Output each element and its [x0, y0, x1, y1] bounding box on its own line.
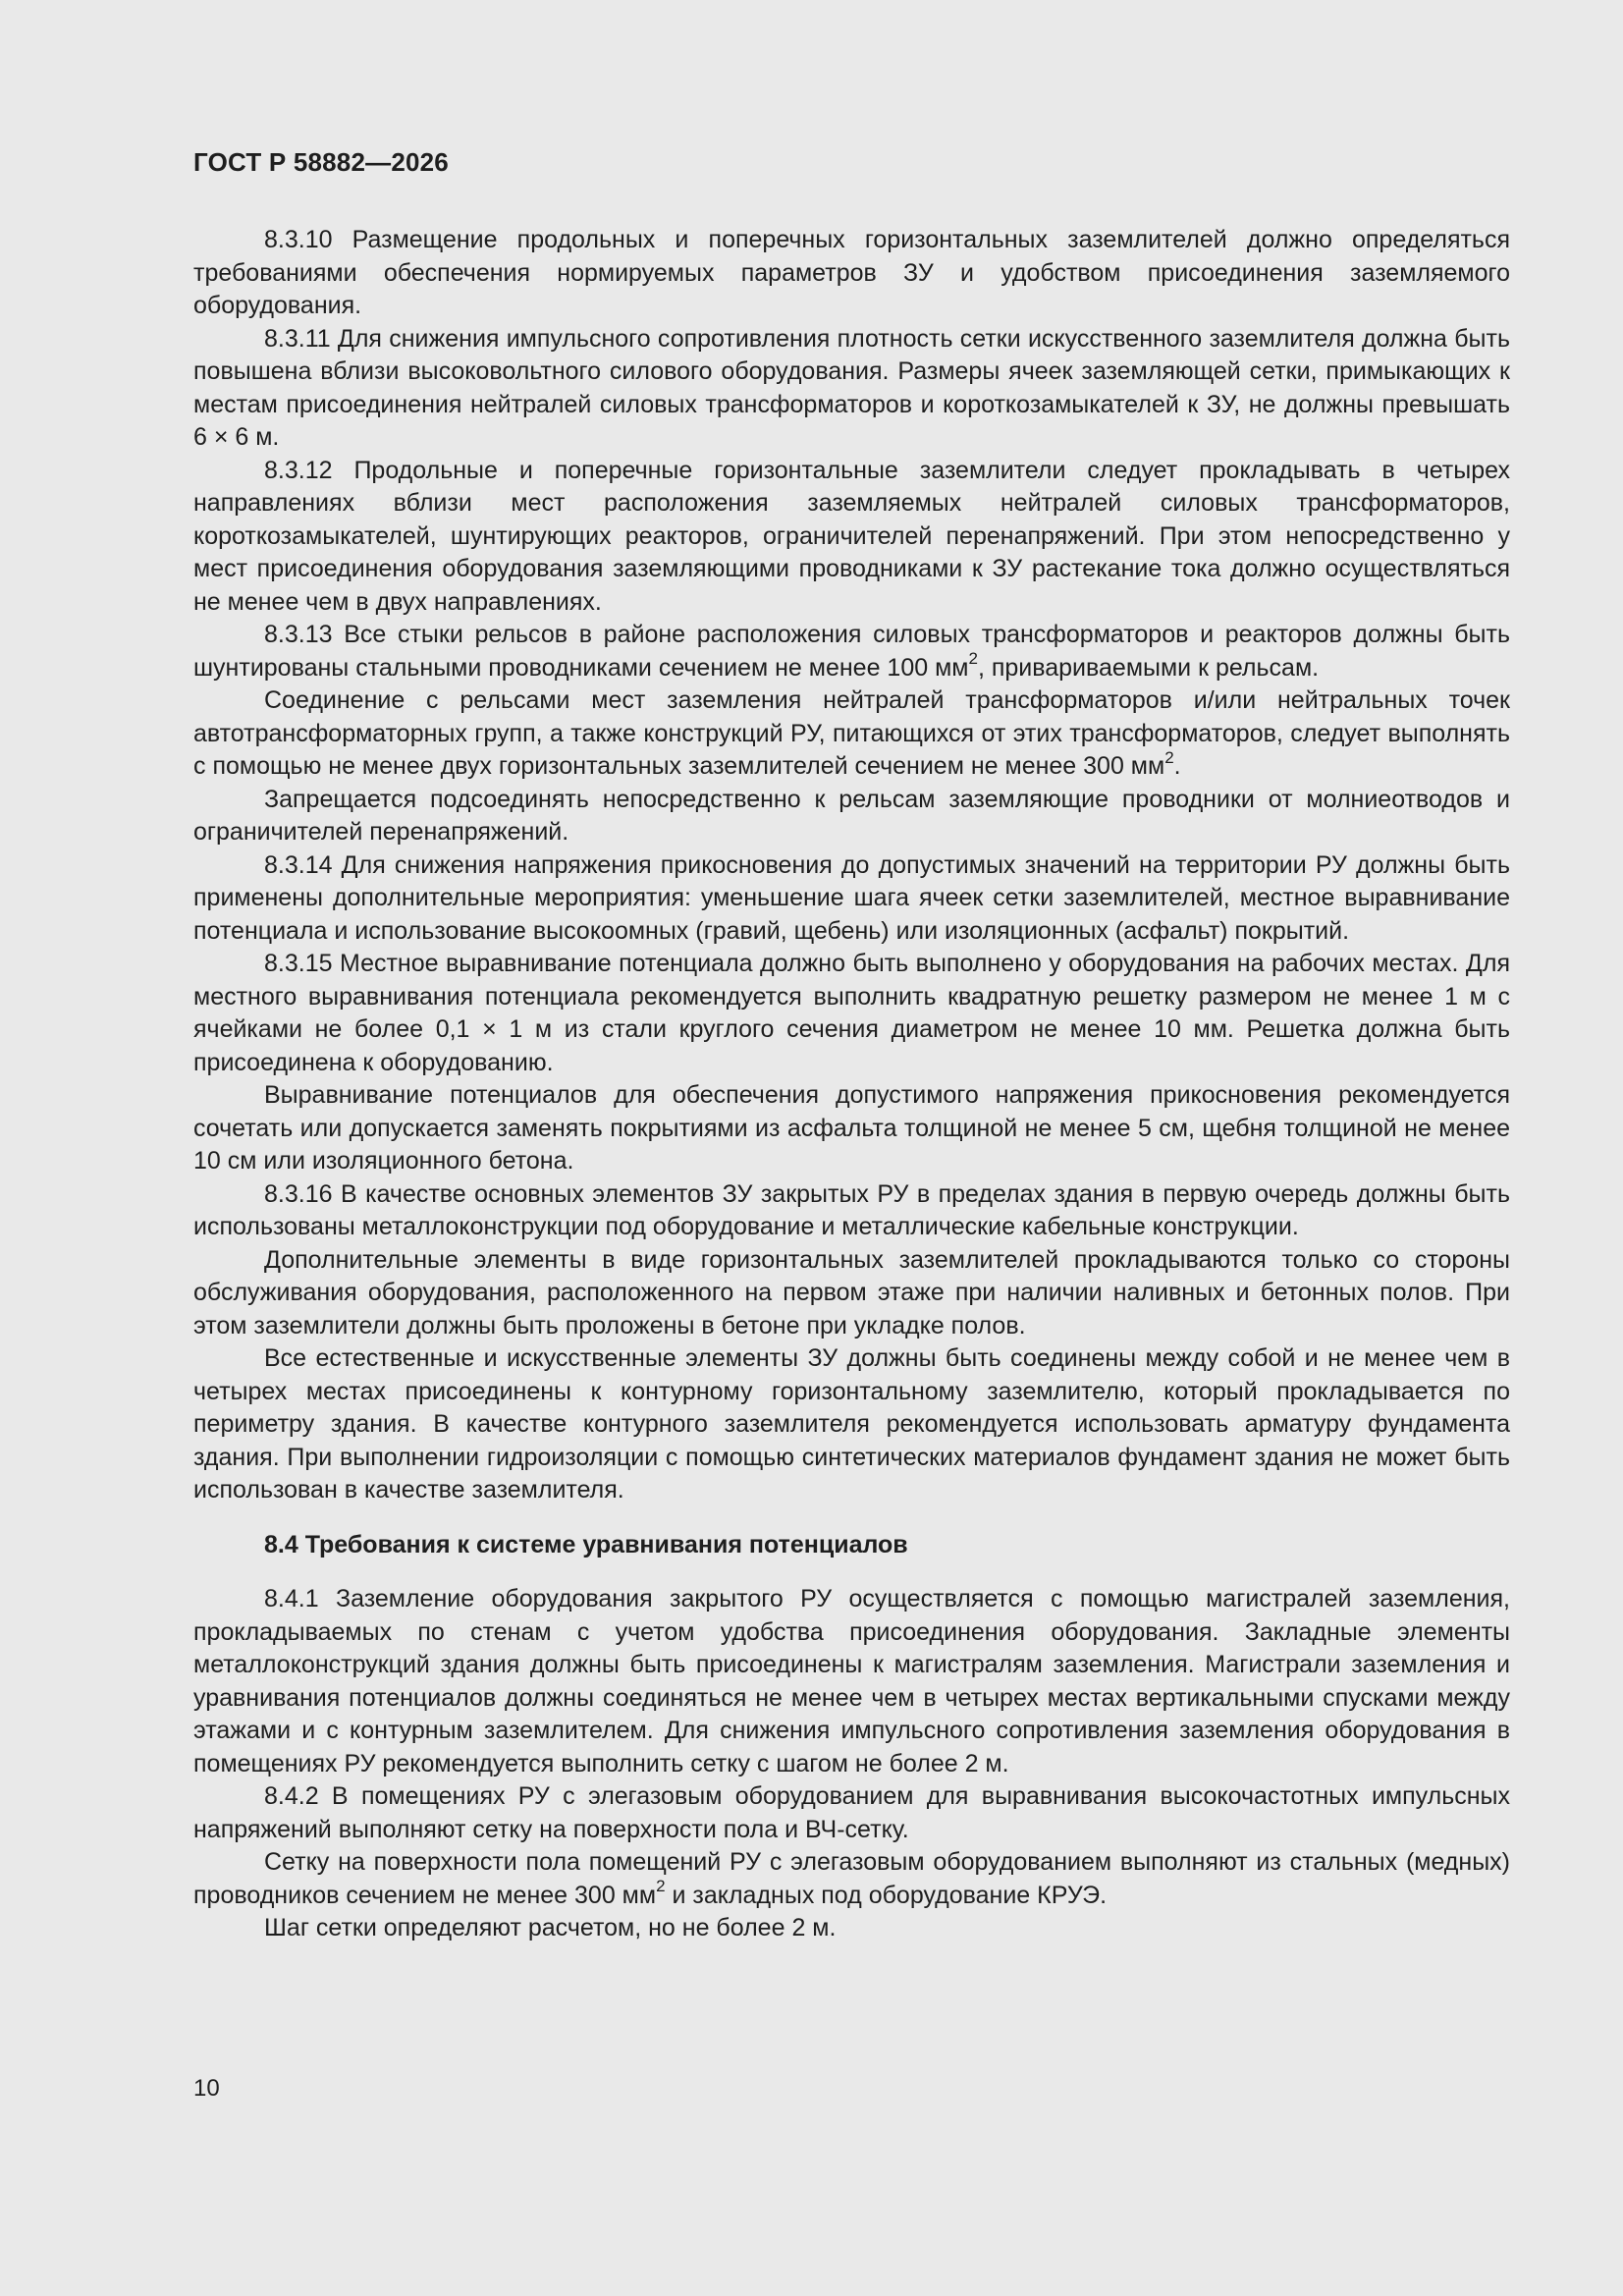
paragraph-8-3-10: 8.3.10 Размещение продольных и поперечных горизонтальных заземлителей должно определяться требованиями обеспечения нормируемых параметров ЗУ и удобством присоединения заземляемого оборудования. — [193, 226, 1510, 319]
paragraph-8-4-2: 8.4.2 В помещениях РУ с элегазовым оборудованием для выравнивания высокочастотных импульсных напряжений выполняют сетку на поверхности пола и ВЧ-сетку. — [193, 1782, 1510, 1843]
paragraph-8-3-16: 8.3.16 В качестве основных элементов ЗУ закрытых РУ в пределах здания в первую очередь должны быть использованы металлоконструкции под оборудование и металлические кабельные конструкции. — [193, 1179, 1510, 1240]
paragraph-8-4-1: 8.4.1 Заземление оборудования закрытого РУ осуществляется с помощью магистралей заземления, прокладываемых по стенам с учетом удобства присоединения оборудования. Закладные элементы металлоконструкций здания должны быть присоединены к магистралям заземления. Магистрали заземления и уравнивания потенциалов должны соединяться не менее чем в четырех местах вертикальными спусками между этажами и с контурным заземлителем. Для снижения импульсного сопротивления заземления оборудования в помещениях РУ рекомендуется выполнить сетку с шагом не более 2 м. — [193, 1585, 1510, 1777]
section-heading-8-4: 8.4 Требования к системе уравнивания потенциалов — [264, 1530, 908, 1558]
paragraph-8-3-11: 8.3.11 Для снижения импульсного сопротивления плотность сетки искусственного заземлителя должна быть повышена вблизи высоковольтного силового оборудования. Размеры ячеек заземляющей сетки, примыкающих к местам присоединения нейтралей силовых трансформаторов и короткозамыкателей к ЗУ, не должны превышать 6 × 6 м. — [193, 324, 1510, 451]
paragraph-natural-elements: Все естественные и искусственные элементы ЗУ должны быть соединены между собой и не менее чем в четырех местах присоединены к контурному горизонтальному заземлителю, который прокладывается по периметру здания. В качестве контурного заземлителя рекомендуется использовать арматуру фундамента здания. При выполнении гидроизоляции с помощью синтетических материалов фундамент здания не может быть использован в качестве заземлителя. — [193, 1344, 1510, 1503]
superscript: 2 — [968, 649, 978, 669]
superscript: 2 — [1164, 747, 1174, 767]
paragraph-8-3-14: 8.3.14 Для снижения напряжения прикосновения до допустимых значений на территории РУ должны быть применены дополнительные мероприятия: уменьшение шага ячеек сетки заземлителей, местное выравнивание потенциала и использование высокоомных (гравий, щебень) или изоляционных (асфальт) покрытий. — [193, 850, 1510, 945]
paragraph-8-3-13: 8.3.13 Все стыки рельсов в районе расположения силовых трансформаторов и реакторов должны быть шунтированы стальными проводниками сечением не менее 100 $мм^2$, привариваемыми к рельсам. — [193, 621, 1510, 682]
paragraph-rail-connection: Соединение с рельсами мест заземления нейтралей трансформаторов и/или нейтральных точек автотрансформаторных групп, а также конструкций РУ, питающихся от этих трансформаторов, следует выполнять с помощью не менее двух горизонтальных заземлителей сечением не менее 300 $мм^2$. — [193, 686, 1510, 780]
page-number: 10 — [193, 2075, 220, 2102]
paragraph-potential-equalization: Выравнивание потенциалов для обеспечения допустимого напряжения прикосновения рекомендуется сочетать или допускается заменять покрытиями из асфальта толщиной не менее 5 см, щебня толщиной не менее 10 см или изоляционного бетона. — [193, 1081, 1510, 1175]
paragraph-prohibition: Запрещается подсоединять непосредственно к рельсам заземляющие проводники от молниеотводов и ограничителей перенапряжений. — [193, 785, 1510, 846]
superscript: 2 — [656, 1877, 666, 1896]
paragraph-grid-step: Шаг сетки определяют расчетом, но не более 2 м. — [264, 1914, 837, 1941]
document-body — [193, 224, 1510, 1945]
paragraph-additional-elements: Дополнительные элементы в виде горизонтальных заземлителей прокладываются только со стороны обслуживания оборудования, расположенного на первом этаже при наличии наливных и бетонных полов. При этом заземлители должны быть проложены в бетоне при укладке полов. — [193, 1245, 1510, 1339]
standard-designation: ГОСТ Р 58882—2026 — [193, 147, 449, 177]
paragraph-8-3-15: 8.3.15 Местное выравнивание потенциала должно быть выполнено у оборудования на рабочих местах. Для местного выравнивания потенциала рекомендуется выполнить квадратную решетку размером не менее 1 м с ячейками не более 0,1 × 1 м из стали круглого сечения диаметром не менее 10 мм. Решетка должна быть присоединена к оборудованию. — [193, 950, 1510, 1076]
paragraph-floor-grid: Сетку на поверхности пола помещений РУ с элегазовым оборудованием выполняют из стальных (медных) проводников сечением не менее 300 $мм^2$ и закладных под оборудование КРУЭ. — [193, 1848, 1510, 1909]
paragraph-8-3-12: 8.3.12 Продольные и поперечные горизонтальные заземлители следует прокладывать в четырех направлениях вблизи мест расположения заземляемых нейтралей силовых трансформаторов, короткозамыкателей, шунтирующих реакторов, ограничителей перенапряжений. При этом непосредственно у мест присоединения оборудования заземляющими проводниками к ЗУ растекание тока должно осуществляться не менее чем в двух направлениях. — [193, 456, 1510, 616]
